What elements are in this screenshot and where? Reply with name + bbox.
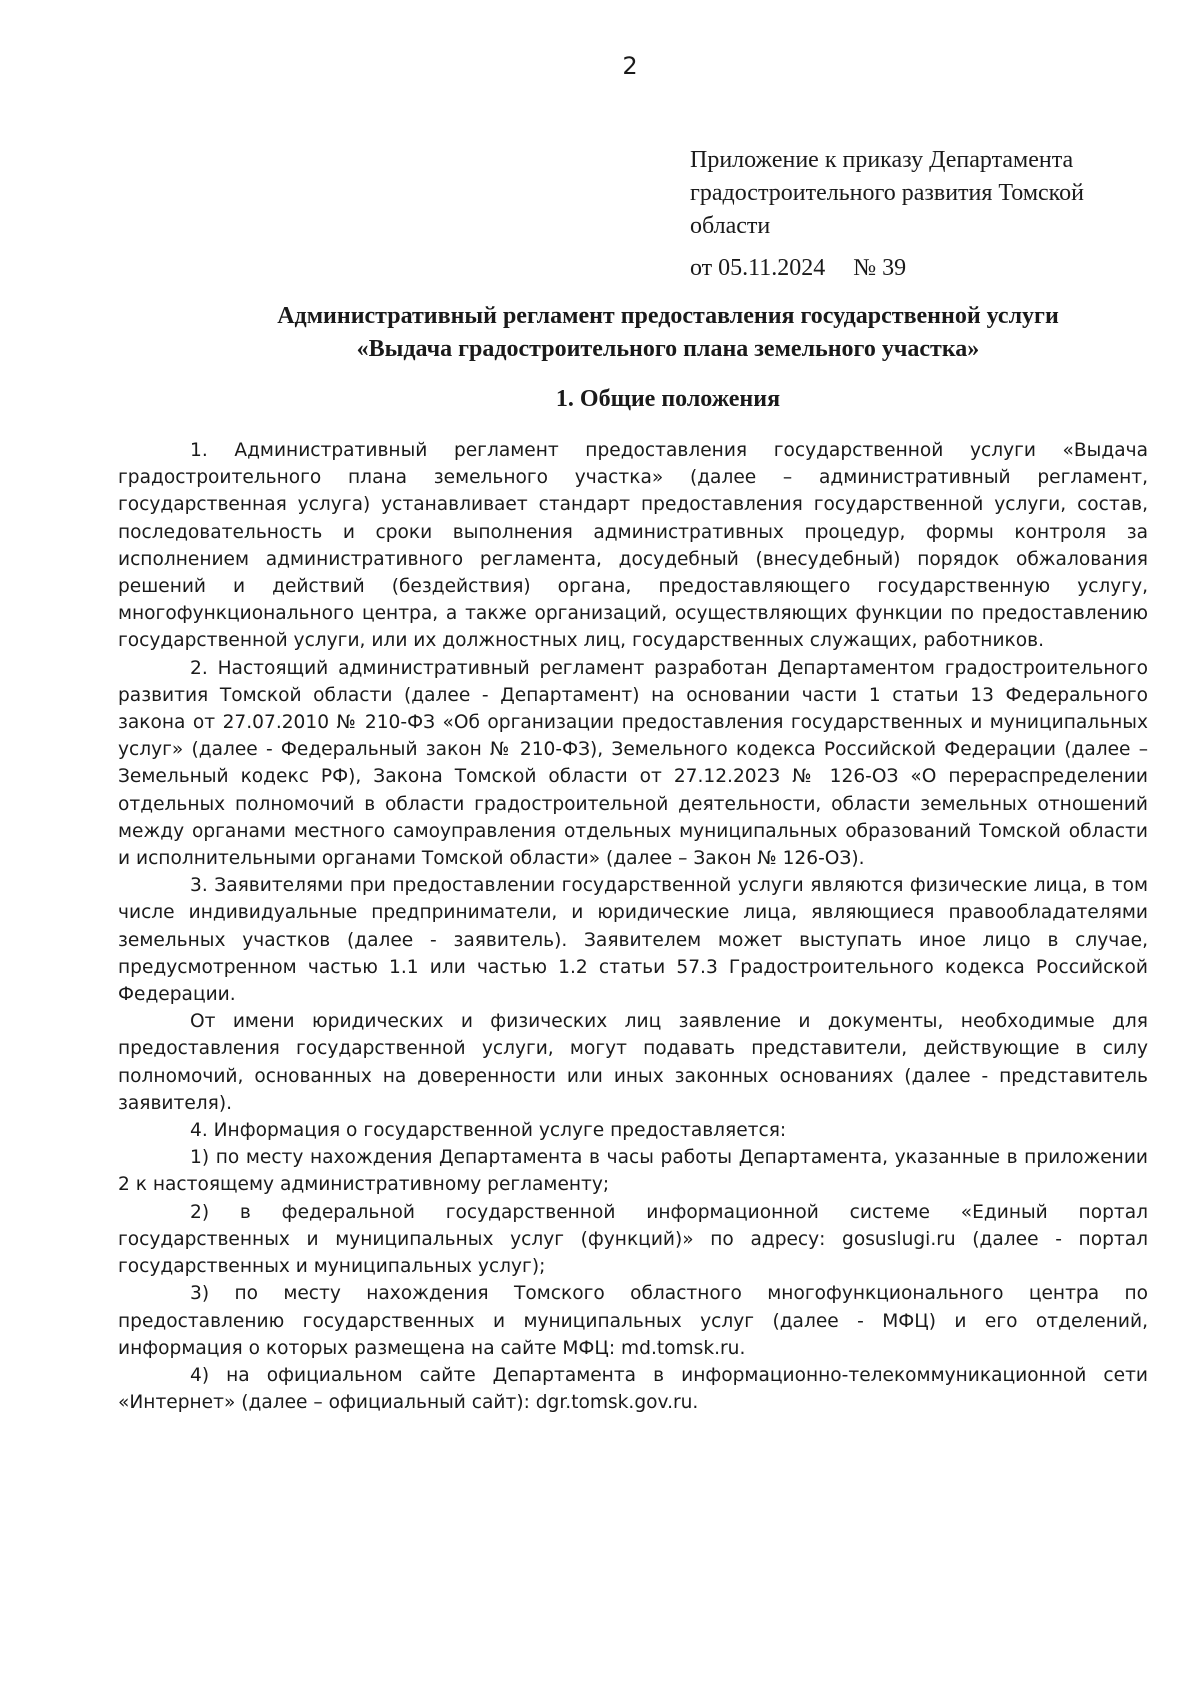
paragraph-3: 3. Заявителями при предоставлении государственной услуги являются физические лица, в том числе индивидуальные предприниматели, и юридические лица, являющиеся правообладателями земельных участков (далее - заявитель). Заявителем может выступать иное лицо в случае, предусмотренном частью 1.1 или частью 1.2 статьи 57.3 Градостроительного кодекса Российской Федерации. xyxy=(118,875,1148,1006)
paragraph-4: 4. Информация о государственной услуге предоставляется: xyxy=(190,1120,787,1142)
document-title-line-2: «Выдача градостроительного плана земельного участка» xyxy=(356,336,980,362)
paragraph-4-item-1: 1) по месту нахождения Департамента в часы работы Департамента, указанные в приложении 2 к настоящему административному регламенту; xyxy=(118,1147,1148,1196)
order-date: от 05.11.2024 xyxy=(690,255,826,281)
section-heading: 1. Общие положения xyxy=(555,386,781,412)
document-title-line-1: Административный регламент предоставления государственной услуги xyxy=(277,303,1059,329)
paragraph-1: 1. Административный регламент предоставления государственной услуги «Выдача градостроительного плана земельного участка» (далее – административный регламент, государственная услуга) устанавливает стандарт предоставления государственной услуги, состав, последовательность и сроки выполнения административных процедур, формы контроля за исполнением административного регламента, досудебный (внесудебный) порядок обжалования решений и действий (бездействия) органа, предоставляющего государственную услугу, многофункционального центра, а также организаций, осуществляющих функции по предоставлению государственной услуги, или их должностных лиц, государственных служащих, работников. xyxy=(118,440,1148,652)
appendix-heading: Приложение к приказу Департамента градостроительного развития Томской области xyxy=(690,147,1084,239)
document-title xyxy=(118,300,1200,366)
paragraph-4-item-3: 3) по месту нахождения Томского областного многофункционального центра по предоставлению государственных и муниципальных услуг (далее - МФЦ) и его отделений, информация о которых размещена на сайте МФЦ: md.tomsk.ru. xyxy=(118,1283,1148,1359)
paragraph-4-item-4: 4) на официальном сайте Департамента в информационно-телекоммуникационной сети «Интернет» (далее – официальный сайт): dgr.tomsk.gov.ru. xyxy=(118,1364,1148,1414)
page-number: 2 xyxy=(622,52,638,80)
order-number: № 39 xyxy=(853,255,907,281)
order-date-number xyxy=(690,252,906,285)
paragraph-2: 2. Настоящий административный регламент разработан Департаментом градостроительного развития Томской области (далее - Департамент) на основании части 1 статьи 13 Федерального закона от 27.07.2010 № 210-ФЗ «Об организации предоставления государственных и муниципальных услуг» (далее - Федеральный закон № 210-ФЗ), Земельного кодекса Российской Федерации (далее – Земельный кодекс РФ), Закона Томской области от 27.12.2023 № 126-ОЗ «О перераспределении отдельных полномочий в области градостроительной деятельности, области земельных отношений между органами местного самоуправления отдельных муниципальных образований Томской области и исполнительными органами Томской области» (далее – Закон № 126-ОЗ). xyxy=(118,657,1148,870)
paragraph-representatives: От имени юридических и физических лиц заявление и документы, необходимые для предоставления государственной услуги, могут подавать представители, действующие в силу полномочий, основанных на доверенности или иных законных основаниях (далее - представитель заявителя). xyxy=(118,1011,1148,1114)
paragraph-4-item-2: 2) в федеральной государственной информационной системе «Единый портал государственных и муниципальных услуг (функций)» по адресу: gosuslugi.ru (далее - портал государственных и муниципальных услуг); xyxy=(118,1201,1148,1278)
document-body xyxy=(118,437,1148,1416)
